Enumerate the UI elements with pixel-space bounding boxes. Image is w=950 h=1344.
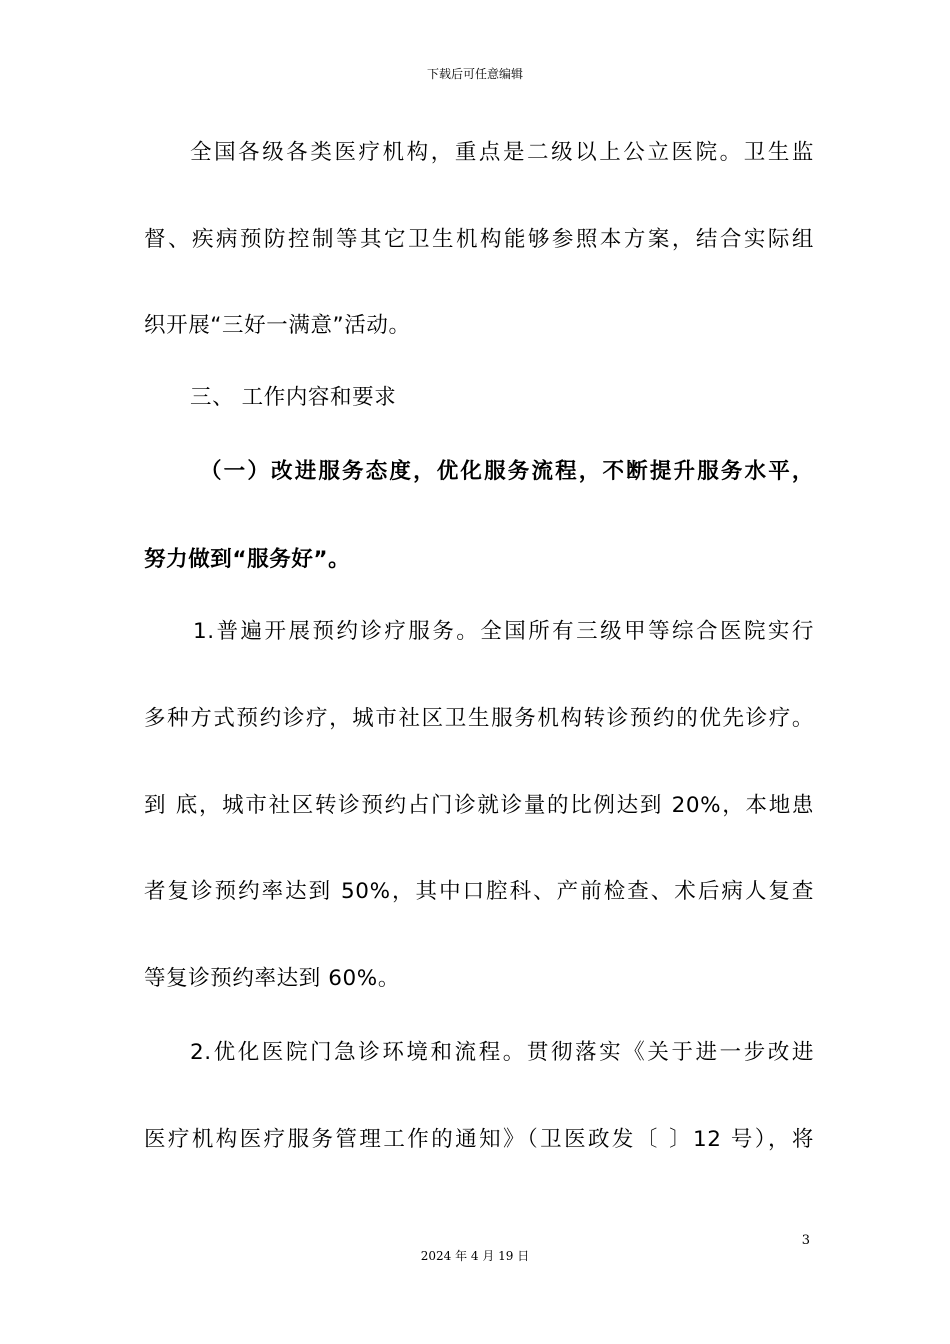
footer-date: 2024 年 4 月 19 日 bbox=[420, 1249, 530, 1263]
subsection-heading-line-1: （一）改进服务态度，优化服务流程，不断提升服务水平， bbox=[200, 459, 814, 484]
section-heading: 三、 工作内容和要求 bbox=[190, 385, 397, 410]
paragraph-line-9: 2.优化医院门急诊环境和流程。贯彻落实《关于进一步改进 bbox=[190, 1040, 814, 1065]
subsection-heading-line-2: 努力做到“服务好”。 bbox=[144, 547, 351, 572]
paragraph-line-8: 等复诊预约率达到 60%。 bbox=[144, 966, 400, 991]
paragraph-line-6: 到 底，城市社区转诊预约占门诊就诊量的比例达到 20%，本地患 bbox=[144, 793, 814, 818]
header-note: 下载后可任意编辑 bbox=[426, 67, 523, 81]
paragraph-line-2: 督、疾病预防控制等其它卫生机构能够参照本方案，结合实际组 bbox=[144, 227, 814, 252]
paragraph-line-4: 1.普遍开展预约诊疗服务。全国所有三级甲等综合医院实行 bbox=[193, 619, 814, 644]
paragraph-line-5: 多种方式预约诊疗，城市社区卫生服务机构转诊预约的优先诊疗。 bbox=[144, 706, 814, 731]
paragraph-line-7: 者复诊预约率达到 50%，其中口腔科、产前检查、术后病人复查 bbox=[144, 879, 814, 904]
paragraph-line-3: 织开展“三好一满意”活动。 bbox=[144, 313, 411, 338]
paragraph-line-1: 全国各级各类医疗机构，重点是二级以上公立医院。卫生监 bbox=[190, 140, 814, 165]
page-number: 3 bbox=[801, 1233, 810, 1248]
paragraph-line-10: 医疗机构医疗服务管理工作的通知》（卫医政发〔 〕12 号），将 bbox=[144, 1127, 814, 1152]
